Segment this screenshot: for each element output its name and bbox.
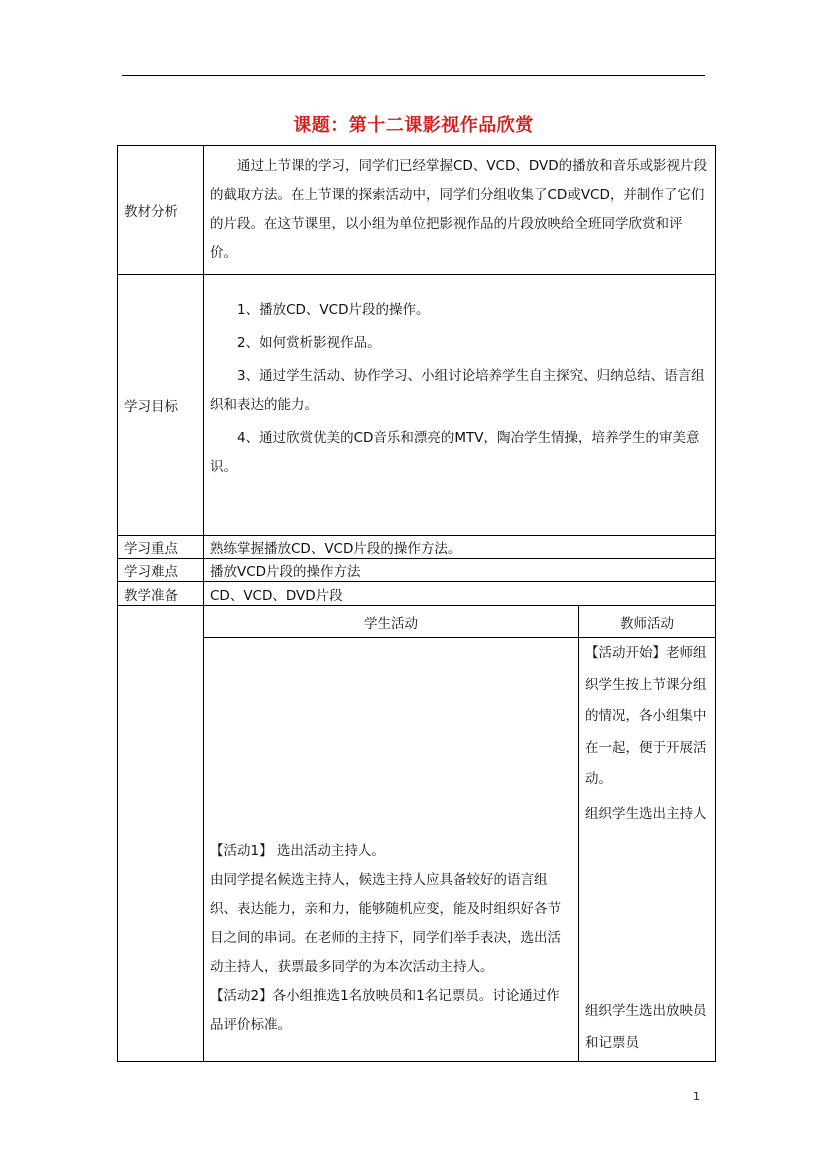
key-point-label: 学习重点 xyxy=(118,536,204,559)
prep-label: 教学准备 xyxy=(118,582,204,606)
prep-text: CD、VCD、DVD片段 xyxy=(204,582,716,606)
teacher-start-text: 【活动开始】老师组织学生按上节课分组的情况，各小组集中在一起，便于开展活动。 xyxy=(585,645,707,787)
analysis-cell xyxy=(204,146,716,275)
activity-side-cell xyxy=(118,606,204,1062)
goal-item: 4、通过欣赏优美的CD音乐和漂亮的MTV，陶冶学生情操，培养学生的审美意识。 xyxy=(210,430,700,475)
page-number: 1 xyxy=(693,1090,700,1103)
goal-item: 3、通过学生活动、协作学习、小组讨论培养学生自主探究、归纳总结、语言组织和表达的能力。 xyxy=(210,368,705,413)
activity2-text: 【活动2】各小组推选1名放映员和1名记票员。讨论通过作品评价标准。 xyxy=(210,988,560,1033)
student-activity-content xyxy=(210,837,572,1040)
teacher-activity-cell xyxy=(579,638,716,1062)
teacher-projector-text: 组织学生选出放映员和记票员 xyxy=(585,1003,707,1051)
goal-item: 1、播放CD、VCD片段的操作。 xyxy=(237,302,430,318)
key-point-row xyxy=(118,536,716,559)
goals-row xyxy=(118,275,716,536)
analysis-label: 教材分析 xyxy=(118,146,204,275)
teacher-activity-header: 教师活动 xyxy=(579,606,716,638)
goals-cell xyxy=(204,275,716,536)
page-title: 课题：第十二课影视作品欣赏 xyxy=(293,115,534,136)
teacher-host-text: 组织学生选出主持人 xyxy=(585,806,707,822)
difficulty-text: 播放VCD片段的操作方法 xyxy=(204,559,716,582)
difficulty-label: 学习难点 xyxy=(118,559,204,582)
activity-header-row xyxy=(118,606,716,638)
student-activity-header: 学生活动 xyxy=(204,606,579,638)
analysis-row xyxy=(118,146,716,275)
activity1-text: 由同学提名候选主持人，候选主持人应具备较好的语言组织、表达能力，亲和力，能够随机应变，能及时组织好各节目之间的串词。在老师的主持下，同学们举手表决，选出活动主持人，获票最多同学的为本次活动主持人。 xyxy=(210,872,561,975)
header-rule xyxy=(122,75,705,76)
key-point-text: 熟练掌握播放CD、VCD片段的操作方法。 xyxy=(204,536,716,559)
goals-label: 学习目标 xyxy=(118,275,204,536)
activity1-title: 【活动1】 选出活动主持人。 xyxy=(210,843,385,859)
activity-body-row xyxy=(118,638,716,1062)
difficulty-row xyxy=(118,559,716,582)
prep-row xyxy=(118,582,716,606)
analysis-text: 通过上节课的学习，同学们已经掌握CD、VCD、DVD的播放和音乐或影视片段的截取方法。在上节课的探索活动中，同学们分组收集了CD或VCD，并制作了它们的片段。在这节课里，以小组为单位把影视作品的片段放映给全班同学欣赏和评价。 xyxy=(210,158,708,261)
student-activity-cell xyxy=(204,638,579,1062)
goal-item: 2、如何赏析影视作品。 xyxy=(237,335,381,351)
lesson-plan-table xyxy=(117,145,716,1062)
